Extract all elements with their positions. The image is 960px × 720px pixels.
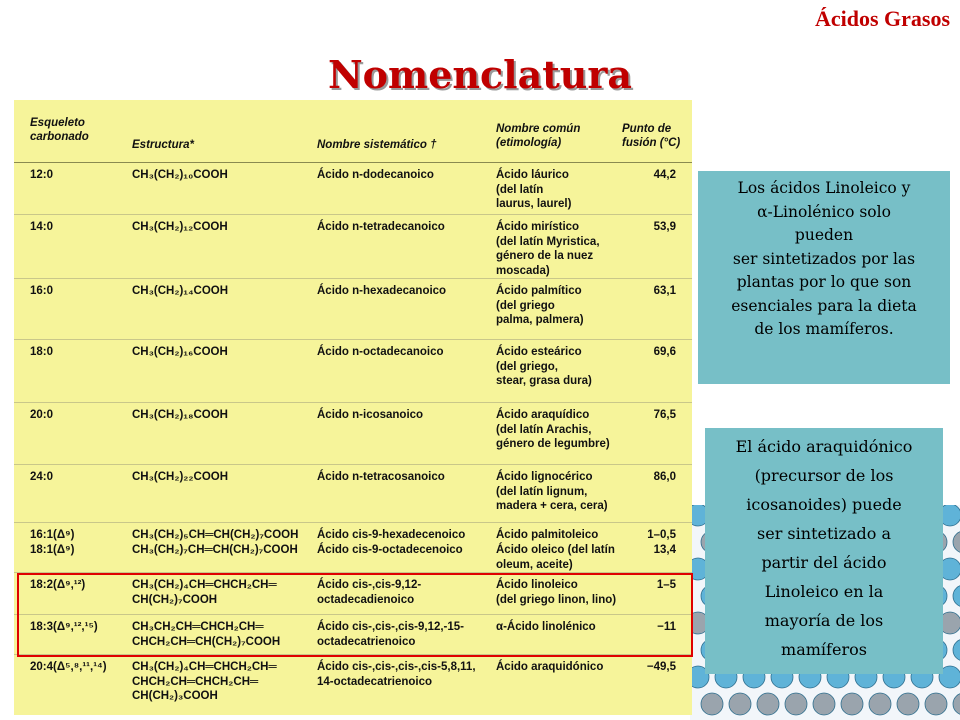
- cell-skeleton: 16:0: [30, 285, 54, 297]
- cell-skeleton: 20:0: [30, 409, 54, 421]
- cell-systematic: Ácido n-hexadecanoico: [317, 285, 447, 297]
- cell-structure: CH₃(CH₂)₇CH═CH(CH₂)₇COOH: [132, 544, 298, 556]
- cell-systematic: Ácido n-tetradecanoico: [317, 221, 445, 233]
- cell-common: Ácido lignocérico (del latín lignum, madera + cera, cera): [496, 471, 608, 512]
- cell-skeleton: 14:0: [30, 221, 54, 233]
- header-structure: Estructura*: [132, 139, 194, 151]
- cell-structure: CH₃(CH₂)₁₄COOH: [132, 285, 229, 297]
- cell-structure: CH₃(CH₂)₄CH═CHCH₂CH═ CH(CH₂)₇COOH: [132, 579, 277, 606]
- cell-skeleton: 18:1(Δ⁹): [30, 544, 75, 556]
- cell-common: α-Ácido linolénico: [496, 621, 596, 633]
- molecule-sphere: [897, 693, 919, 715]
- cell-structure: CH₃(CH₂)₁₂COOH: [132, 221, 228, 233]
- header-melting: Punto de fusión (°C): [622, 123, 681, 149]
- row-divider: [14, 402, 692, 403]
- header-common: Nombre común (etimología): [496, 123, 581, 149]
- molecule-sphere: [813, 693, 835, 715]
- cell-systematic: Ácido cis-,cis-,cis-9,12,-15- octadecatrienoico: [317, 621, 465, 648]
- cell-melting: 63,1: [653, 285, 676, 297]
- cell-melting: 69,6: [653, 346, 676, 358]
- cell-skeleton: 20:4(Δ⁵,⁸,¹¹,¹⁴): [30, 661, 107, 673]
- header-skeleton: Esqueleto carbonado: [30, 117, 89, 143]
- header-systematic: Nombre sistemático †: [317, 139, 437, 151]
- molecule-sphere: [729, 693, 751, 715]
- table-header: [14, 100, 692, 163]
- cell-melting: 44,2: [653, 169, 676, 181]
- cell-systematic: Ácido cis-9-octadecenoico: [317, 544, 463, 556]
- note-arachidonic-text: El ácido araquidónico (precursor de los icosanoides) puede ser sintetizado a partir del ácido Linoleico en la mayoría de los mamíferos: [735, 437, 913, 659]
- cell-skeleton: 12:0: [30, 169, 54, 181]
- cell-melting: 86,0: [653, 471, 676, 483]
- cell-systematic: Ácido cis-,cis-9,12- octadecadienoico: [317, 579, 422, 606]
- cell-systematic: Ácido n-octadecanoico: [317, 346, 444, 358]
- cell-common: Ácido mirístico (del latín Myristica, género de la nuez moscada): [496, 221, 600, 277]
- cell-skeleton: 18:2(Δ⁹,¹²): [30, 579, 86, 591]
- molecule-sphere: [869, 693, 891, 715]
- cell-skeleton: 18:3(Δ⁹,¹²,¹⁵): [30, 621, 98, 633]
- cell-systematic: Ácido n-dodecanoico: [317, 169, 434, 181]
- cell-melting: −49,5: [646, 661, 676, 673]
- cell-structure: CH₃(CH₂)₄CH═CHCH₂CH═ CHCH₂CH═CHCH₂CH═ CH(CH₂)₃COOH: [132, 661, 277, 702]
- note-arachidonic: [705, 428, 943, 674]
- cell-structure: CH₃(CH₂)₁₆COOH: [132, 346, 228, 358]
- cell-common: Ácido araquidónico: [496, 661, 604, 673]
- row-divider: [14, 339, 692, 340]
- cell-systematic: Ácido n-tetracosanoico: [317, 471, 445, 483]
- cell-systematic: Ácido n-icosanoico: [317, 409, 424, 421]
- cell-melting: 76,5: [653, 409, 676, 421]
- cell-melting: 53,9: [653, 221, 676, 233]
- cell-common: Ácido esteárico (del griego, stear, grasa dura): [496, 346, 592, 387]
- cell-melting: 13,4: [653, 544, 676, 556]
- cell-structure: CH₃(CH₂)₂₂COOH: [132, 471, 229, 483]
- note-essential-acids-text: Los ácidos Linoleico y α-Linolénico solo pueden ser sintetizados por las plantas por lo que son esenciales para la dieta de los mamíferos.: [731, 179, 917, 338]
- cell-structure: CH₃(CH₂)₁₀COOH: [132, 169, 228, 181]
- cell-melting: −11: [657, 621, 676, 633]
- row-divider: [14, 464, 692, 465]
- cell-common: Ácido linoleico (del griego linon, lino): [496, 579, 617, 606]
- cell-skeleton: 24:0: [30, 471, 54, 483]
- cell-structure: CH₃(CH₂)₅CH═CH(CH₂)₇COOH: [132, 529, 299, 541]
- molecule-sphere: [841, 693, 863, 715]
- cell-melting: 1–5: [656, 579, 676, 591]
- cell-structure: CH₃(CH₂)₁₈COOH: [132, 409, 228, 421]
- row-divider: [14, 278, 692, 279]
- cell-common: Ácido láurico (del latín laurus, laurel): [496, 169, 572, 210]
- cell-skeleton: 18:0: [30, 346, 54, 358]
- note-essential-acids: [698, 171, 950, 384]
- cell-common: Ácido palmítico (del griego palma, palmera): [496, 285, 584, 326]
- cell-skeleton: 16:1(Δ⁹): [30, 529, 75, 541]
- row-divider: [14, 522, 692, 523]
- cell-common: Ácido palmitoleico: [496, 529, 599, 541]
- cell-systematic: Ácido cis-,cis-,cis-,cis-5,8,11, 14-octadecatrienoico: [317, 661, 476, 688]
- row-divider: [14, 214, 692, 215]
- molecule-sphere: [757, 693, 779, 715]
- molecule-sphere: [925, 693, 947, 715]
- molecule-sphere: [701, 693, 723, 715]
- cell-structure: CH₃CH₂CH═CHCH₂CH═ CHCH₂CH═CH(CH₂)₇COOH: [132, 621, 281, 648]
- cell-common: Ácido oleico (del latín oleum, aceite): [496, 544, 615, 571]
- molecule-sphere: [785, 693, 807, 715]
- page-title: Nomenclatura: [327, 52, 633, 97]
- cell-melting: 1–0,5: [647, 529, 676, 541]
- essential-acids-highlight: [17, 573, 693, 657]
- section-tag: Ácidos Grasos: [814, 6, 950, 31]
- cell-common: Ácido araquídico (del latín Arachis, género de legumbre): [496, 409, 610, 450]
- cell-systematic: Ácido cis-9-hexadecenoico: [317, 529, 466, 541]
